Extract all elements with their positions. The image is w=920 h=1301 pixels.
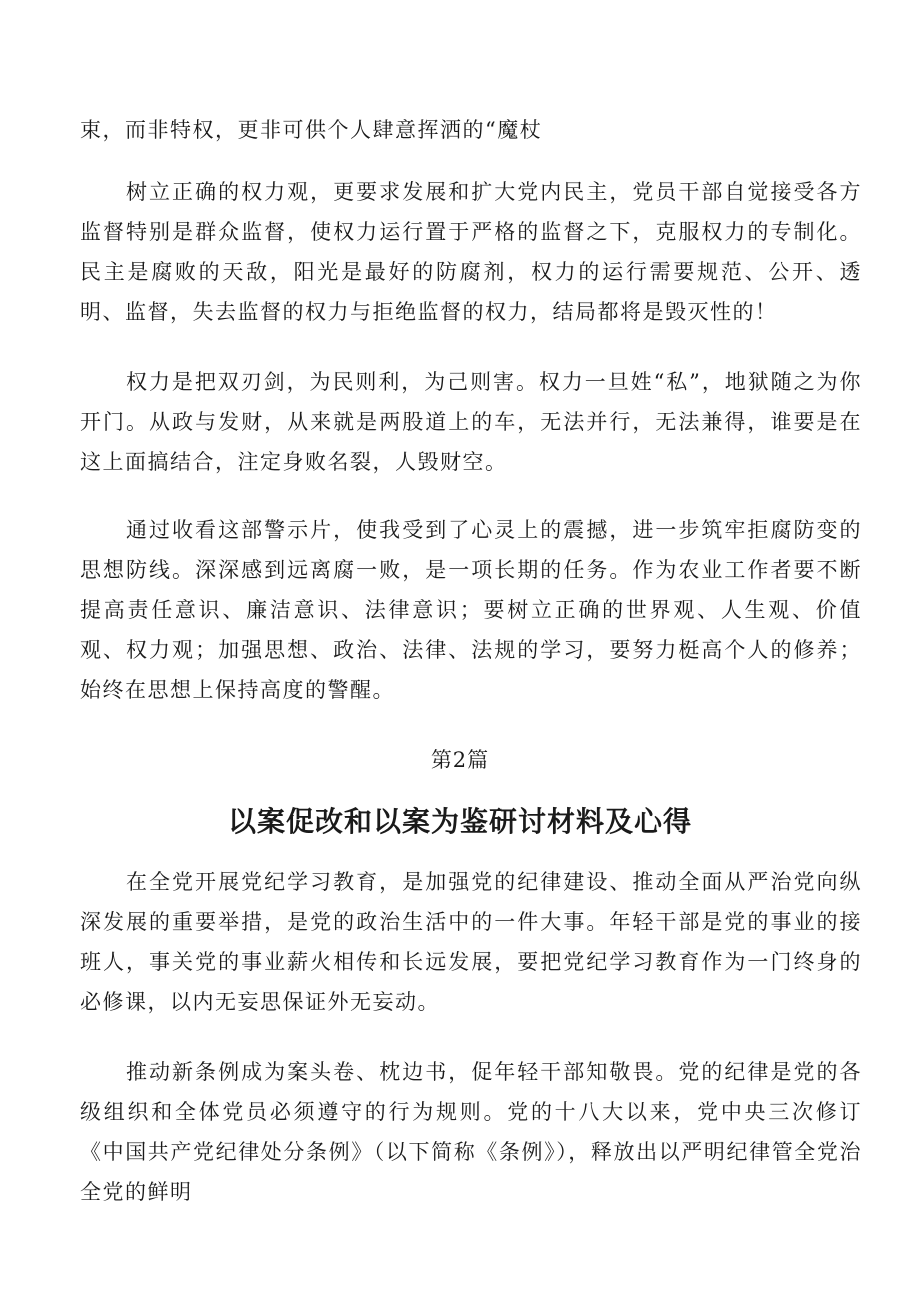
document-title: 以案促改和以案为鉴研讨材料及心得: [227, 805, 692, 838]
paragraph-new-regulations: 推动新条例成为案头卷、枕边书，促年轻干部知敬畏。党的纪律是党的各级组织和全体党员必须遵守的行为规则。党的十八大以来，党中央三次修订《中国共产党纪律处分条例》（以下简称《条例》），释放出以严明纪律管全党治全党的鲜明: [80, 1060, 862, 1204]
paragraph-warning-film: 通过收看这部警示片，使我受到了心灵上的震撼，进一步筑牢拒腐防变的思想防线。深深感到远离腐一败，是一项长期的任务。作为农业工作者要不断提高责任意识、廉洁意识、法律意识；要树立正确的世界观、人生观、价值观、权力观；加强思想、政治、法律、法规的学习，要努力梃高个人的修养；始终在思想上保持高度的警醒。: [80, 518, 862, 702]
paragraph-party-discipline-education: 在全党开展党纪学习教育，是加强党的纪律建设、推动全面从严治党向纵深发展的重要举措，是党的政治生活中的一件大事。年轻干部是党的事业的接班人，事关党的事业薪火相传和长远发展，要把党纪学习教育作为一门终身的必修课，以内无妄思保证外无妄动。: [80, 870, 862, 1014]
paragraph-double-edged-sword: 权力是把双刃剑，为民则利，为己则害。权力一旦姓“私”，地狱随之为你开门。从政与发财，从来就是两股道上的车，无法并行，无法兼得，谁要是在这上面搞结合，注定身败名裂，人毁财空。: [80, 370, 862, 474]
section-label: 第2篇: [430, 748, 490, 772]
paragraph-continuation: 束，而非特权，更非可供个人肆意挥洒的“魔杖: [80, 118, 543, 142]
paragraph-power-view: 树立正确的权力观，更要求发展和扩大党内民主，党员干部自觉接受各方监督特别是群众监督，使权力运行置于严格的监督之下，克服权力的专制化。民主是腐败的天敌，阳光是最好的防腐剂，权力的运行需要规范、公开、透明、监督，失去监督的权力与拒绝监督的权力，结局都将是毁灭性的！: [80, 180, 862, 324]
